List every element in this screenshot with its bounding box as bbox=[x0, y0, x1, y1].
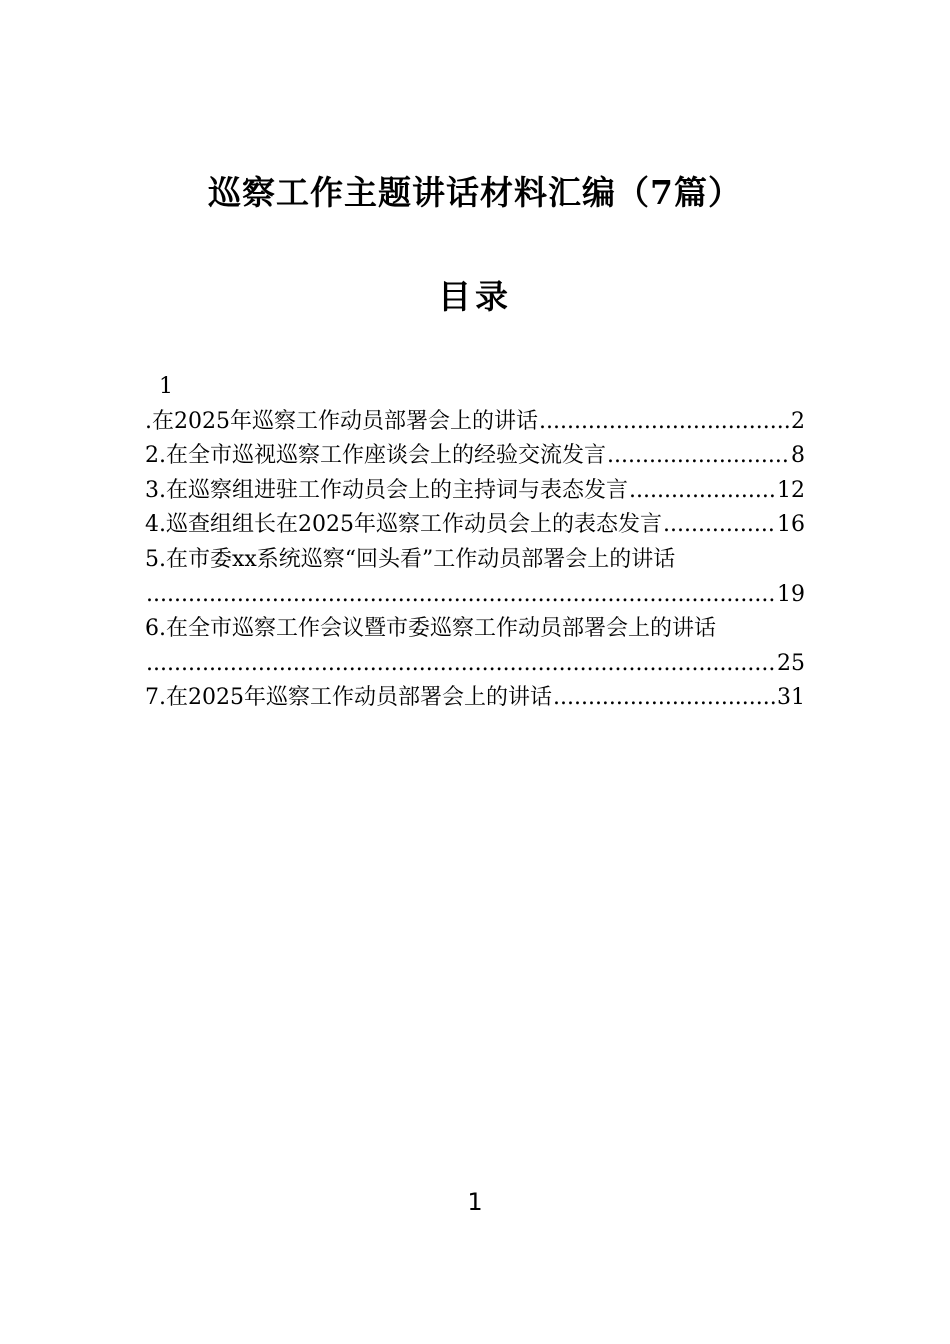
toc-entry-1[interactable] bbox=[145, 405, 805, 440]
toc-entry-page: 16 bbox=[777, 512, 805, 538]
toc-entry-6[interactable] bbox=[145, 612, 805, 647]
toc-entry-6-leader[interactable] bbox=[145, 647, 805, 682]
toc-entry-label: .在2025年巡察工作动员部署会上的讲话 bbox=[145, 408, 538, 434]
toc-entry-label: 2.在全市巡视巡察工作座谈会上的经验交流发言 bbox=[145, 443, 606, 469]
toc-entry-7[interactable] bbox=[145, 681, 805, 716]
toc-entry-label: 7.在2025年巡察工作动员部署会上的讲话 bbox=[145, 685, 552, 711]
toc-leader-dots bbox=[663, 508, 776, 543]
toc-leader-dots bbox=[553, 681, 776, 716]
page-number: 1 bbox=[467, 1188, 483, 1216]
toc-entry-page: 25 bbox=[777, 650, 805, 676]
toc-leader-dots bbox=[539, 405, 790, 440]
toc-heading: 目录 bbox=[438, 277, 512, 316]
toc-entry-4[interactable] bbox=[145, 508, 805, 543]
table-of-contents bbox=[145, 370, 805, 716]
toc-entry-5[interactable] bbox=[145, 543, 805, 578]
toc-leader-dots bbox=[146, 578, 776, 613]
toc-leader-dots bbox=[629, 474, 776, 509]
toc-entry-1-number: 1 bbox=[159, 374, 173, 399]
toc-entry-page: 31 bbox=[777, 685, 805, 711]
toc-entry-3[interactable] bbox=[145, 474, 805, 509]
toc-leader-dots bbox=[607, 439, 790, 474]
document-title: 巡察工作主题讲话材料汇编（7篇） bbox=[208, 173, 742, 212]
toc-entry-page: 19 bbox=[777, 581, 805, 607]
toc-entry-page: 8 bbox=[791, 443, 805, 469]
toc-entry-page: 2 bbox=[791, 408, 805, 434]
toc-entry-2[interactable] bbox=[145, 439, 805, 474]
toc-leader-dots bbox=[146, 647, 776, 682]
toc-entry-label: 5.在市委xx系统巡察“回头看”工作动员部署会上的讲话 bbox=[145, 546, 676, 572]
toc-entry-label: 6.在全市巡察工作会议暨市委巡察工作动员部署会上的讲话 bbox=[145, 616, 716, 642]
toc-entry-page: 12 bbox=[777, 477, 805, 503]
toc-entry-label: 4.巡查组组长在2025年巡察工作动员会上的表态发言 bbox=[145, 512, 662, 538]
toc-entry-5-leader[interactable] bbox=[145, 578, 805, 613]
toc-entry-label: 3.在巡察组进驻工作动员会上的主持词与表态发言 bbox=[145, 477, 628, 503]
